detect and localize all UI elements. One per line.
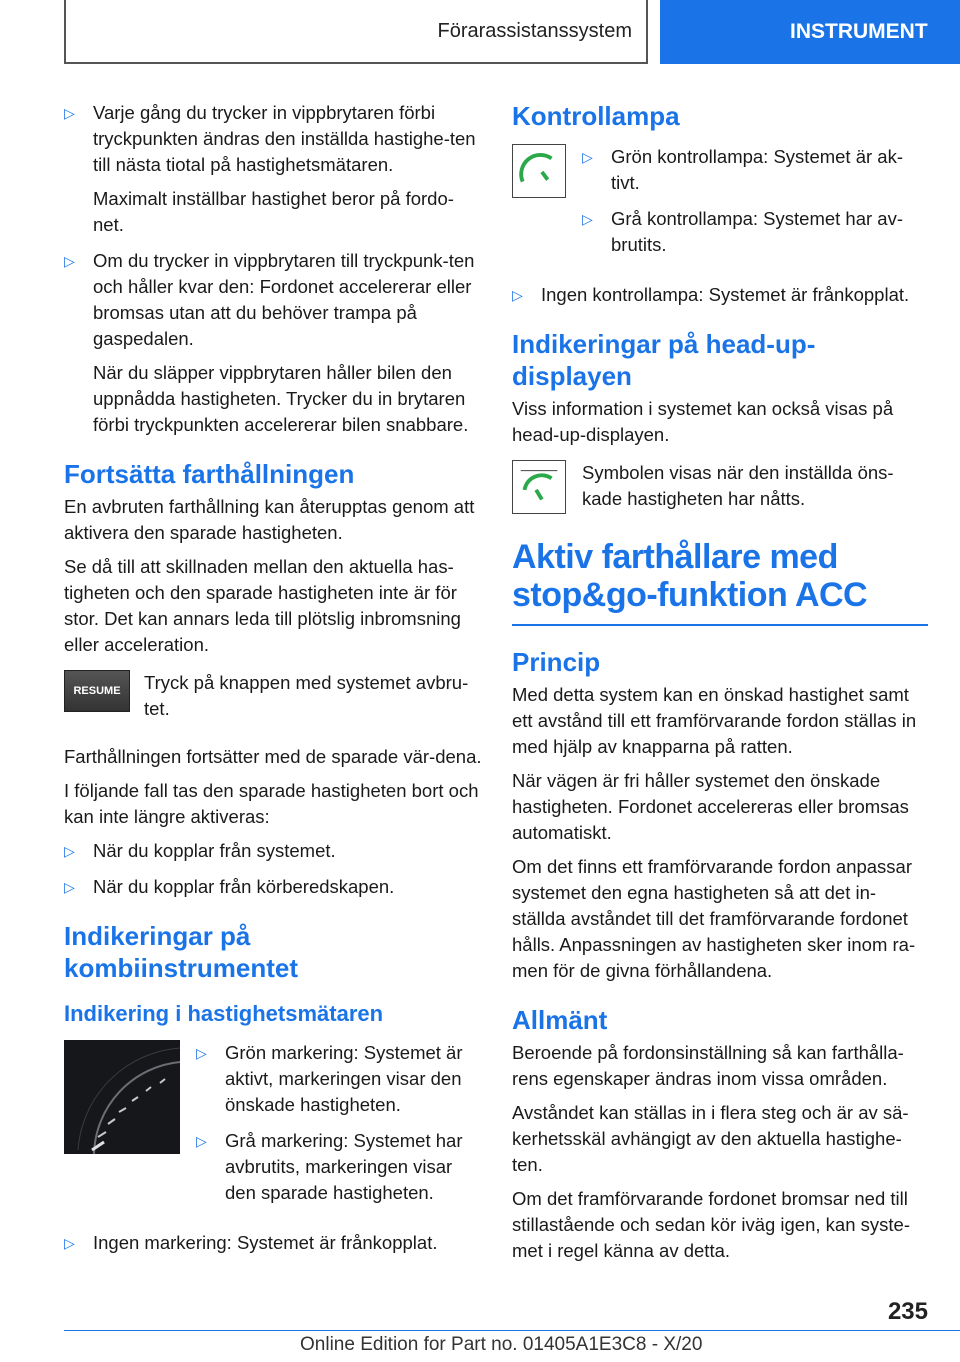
triangle-right-icon: ▷ bbox=[64, 253, 75, 269]
page-number: 235 bbox=[887, 1298, 928, 1325]
triangle-right-icon: ▷ bbox=[582, 211, 593, 227]
resume-figure bbox=[64, 670, 482, 730]
heading-hud: Indikeringar på head-up-displayen bbox=[512, 329, 816, 391]
list-item-text: När du kopplar från systemet. bbox=[93, 840, 336, 861]
list-item-text: När du kopplar från körberedskapen. bbox=[93, 876, 395, 897]
header-section-title bbox=[64, 0, 648, 64]
paragraph: När vägen är fri håller systemet den önskade hastigheten. Fordonet accelereras eller bromsas automatiskt. bbox=[512, 770, 909, 843]
list-item bbox=[582, 206, 928, 258]
list-item bbox=[582, 144, 928, 196]
list-item bbox=[64, 838, 482, 864]
list-item-text: Ingen markering: Systemet är frånkopplat. bbox=[93, 1232, 438, 1253]
triangle-right-icon: ▷ bbox=[582, 149, 593, 165]
paragraph: Om det finns ett framförvarande fordon anpassar systemet den egna hastigheten så att det in-ställda avståndet till det framförvarande fordonet hålls. Anpassningen av hastigheten sker inom ra-men för de givna förhållandena. bbox=[512, 856, 916, 981]
heading-lamp: Kontrollampa bbox=[512, 101, 680, 131]
paragraph: Med detta system kan en önskad hastighet samt ett avstånd till ett framförvarande fordon ställas in med hjälp av knapparna på ratten. bbox=[512, 684, 917, 757]
figure-caption: Symbolen visas när den inställda öns-kade hastigheten har nåtts. bbox=[582, 462, 894, 509]
footer-edition: Online Edition for Part no. 01405A1E3C8 - X/20 bbox=[300, 1334, 703, 1355]
left-column bbox=[64, 100, 482, 1266]
heading-resume: Fortsätta farthållningen bbox=[64, 459, 355, 489]
heading-speedo: Indikering i hastighetsmätaren bbox=[64, 1001, 384, 1026]
triangle-right-icon: ▷ bbox=[64, 105, 75, 121]
triangle-right-icon: ▷ bbox=[196, 1045, 207, 1061]
triangle-right-icon: ▷ bbox=[196, 1133, 207, 1149]
list-item-text: Grön kontrollampa: Systemet är ak-tivt. bbox=[611, 146, 903, 193]
divider bbox=[512, 624, 928, 626]
heading-allmant: Allmänt bbox=[512, 1005, 608, 1035]
cruise-control-lamp-icon bbox=[512, 144, 566, 198]
heading-acc: Aktiv farthållare med stop&go-funktion ACC bbox=[512, 538, 868, 614]
paragraph: När du släpper vippbrytaren håller bilen den uppnådda hastigheten. Trycker du in brytaren förbi tryckpunkten accelererar bilen snabbare. bbox=[93, 362, 469, 435]
paragraph: Om det framförvarande fordonet bromsar ned till stillastående och sedan kör iväg igen, kan syste-met i regel känna av detta. bbox=[512, 1188, 910, 1261]
paragraph: En avbruten farthållning kan återupptas genom att aktivera den sparade hastigheten. bbox=[64, 496, 475, 543]
heading-kombi: Indikeringar på kombiinstrumentet bbox=[64, 921, 299, 983]
heading-princip: Princip bbox=[512, 647, 601, 677]
paragraph: Avståndet kan ställas in i flera steg och är av sä-kerhetsskäl avhängigt av den aktuella hastighe-ten. bbox=[512, 1102, 909, 1175]
paragraph: I följande fall tas den sparade hastigheten bort och kan inte längre aktiveras: bbox=[64, 780, 479, 827]
paragraph: Maximalt inställbar hastighet beror på fordo-net. bbox=[93, 188, 454, 235]
resume-button-icon bbox=[64, 670, 130, 712]
speedo-figure bbox=[64, 1040, 482, 1216]
resume-button-label: RESUME bbox=[73, 685, 121, 697]
paragraph: Farthållningen fortsätter med de sparade vär-dena. bbox=[64, 746, 482, 767]
list-item-text: Ingen kontrollampa: Systemet är frånkopplat. bbox=[541, 284, 910, 305]
hud-speed-symbol-icon bbox=[512, 460, 566, 514]
paragraph: Om du trycker in vippbrytaren till tryckpunk-ten och håller kvar den: Fordonet accelererar eller bromsas utan att du behöver trampa på gaspedalen. bbox=[93, 250, 475, 349]
paragraph: Beroende på fordonsinställning så kan farthålla-rens egenskaper ändras inom vissa områden. bbox=[512, 1042, 904, 1089]
triangle-right-icon: ▷ bbox=[64, 843, 75, 859]
list-item bbox=[64, 100, 482, 238]
list-item-text: Grön markering: Systemet är aktivt, markeringen visar den önskade hastigheten. bbox=[225, 1042, 463, 1115]
paragraph: Se då till att skillnaden mellan den aktuella has-tigheten och den sparade hastigheten inte är för stor. Det kan annars leda till plötslig inbromsning eller acceleration. bbox=[64, 556, 461, 655]
footer-divider bbox=[64, 1330, 960, 1331]
list-item bbox=[64, 1230, 482, 1256]
list-item-text: Grå kontrollampa: Systemet har av-brutits. bbox=[611, 208, 903, 255]
right-column bbox=[512, 100, 928, 1272]
triangle-right-icon: ▷ bbox=[64, 879, 75, 895]
list-item bbox=[196, 1128, 482, 1206]
paragraph: Viss information i systemet kan också visas på head-up-displayen. bbox=[512, 398, 894, 445]
paragraph: Varje gång du trycker in vippbrytaren förbi tryckpunkten ändras den inställda hastighe-ten till nästa tiotal på hastighetsmätaren. bbox=[93, 102, 476, 175]
hud-figure bbox=[512, 460, 928, 520]
list-item bbox=[64, 874, 482, 900]
list-item bbox=[512, 282, 928, 308]
chapter-label: INSTRUMENT bbox=[790, 20, 928, 43]
header-chapter-tab bbox=[660, 0, 960, 64]
lamp-figure bbox=[512, 144, 928, 268]
speedometer-icon bbox=[64, 1040, 180, 1154]
list-item-text: Grå markering: Systemet har avbrutits, markeringen visar den sparade hastigheten. bbox=[225, 1130, 463, 1203]
figure-caption: Tryck på knappen med systemet avbru-tet. bbox=[144, 672, 469, 719]
triangle-right-icon: ▷ bbox=[512, 287, 523, 303]
list-item bbox=[64, 248, 482, 438]
triangle-right-icon: ▷ bbox=[64, 1235, 75, 1251]
section-label: Förarassistanssystem bbox=[437, 19, 632, 42]
list-item bbox=[196, 1040, 482, 1118]
